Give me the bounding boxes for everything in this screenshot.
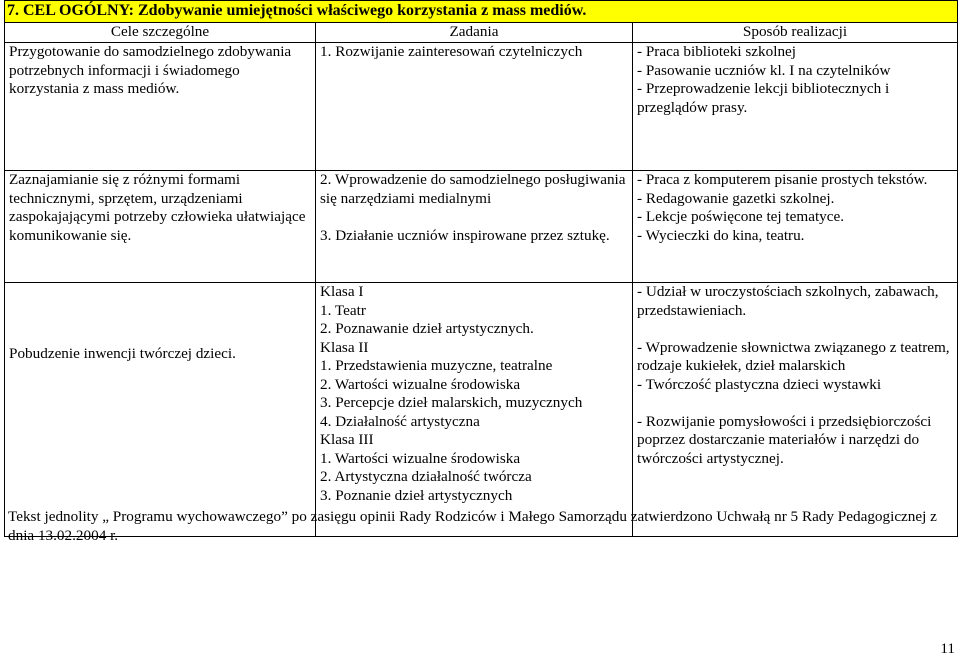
header-goals: Cele szczególne [5,23,316,43]
goals-table [4,0,958,537]
table-row [5,171,958,283]
tasks-cell: 2. Wprowadzenie do samodzielnego posługiwania się narzędziami medialnymi 3. Działanie uczniów inspirowane przez sztukę. [316,171,633,283]
header-row [5,23,958,43]
methods-cell: - Praca z komputerem pisanie prostych tekstów. - Redagowanie gazetki szkolnej. - Lekcje poświęcone tej tematyce. - Wycieczki do kina, teatru. [633,171,958,283]
goal-cell: Przygotowanie do samodzielnego zdobywania potrzebnych informacji i świadomego korzystania z mass mediów. [5,43,316,171]
methods-cell: - Praca biblioteki szkolnej - Pasowanie uczniów kl. I na czytelników - Przeprowadzenie lekcji bibliotecznych i przeglądów prasy. [633,43,958,171]
page-number: 11 [940,640,955,657]
footer-note: Tekst jednolity „ Programu wychowawczego” po zasięgu opinii Rady Rodziców i Małego Samorządu zatwierdzono Uchwałą nr 5 Rady Pedagogicznej z dnia 13.02.2004 r. [8,508,937,544]
methods-cell: - Udział w uroczystościach szkolnych, zabawach, przedstawieniach. - Wprowadzenie słownictwa związanego z teatrem, rodzaje kukiełek, dzieł malarskich - Twórczość plastyczna dzieci wystawki - Rozwijanie pomysłowości i przedsiębiorczości poprzez dostarczanie materiałów i narzędzi do twórczości artystycznej. [633,283,958,537]
title-row [5,1,958,23]
goal-cell: Pobudzenie inwencji twórczej dzieci. [5,283,316,537]
header-tasks: Zadania [316,23,633,43]
table-row [5,43,958,171]
goal-cell: Zaznajamianie się z różnymi formami technicznymi, sprzętem, urządzeniami zaspokajającymi potrzeby człowieka ułatwiające komunikowanie się. [5,171,316,283]
tasks-cell: 1. Rozwijanie zainteresowań czytelniczych [316,43,633,171]
section-title: 7. CEL OGÓLNY: Zdobywanie umiejętności właściwego korzystania z mass mediów. [5,1,958,23]
tasks-cell: Klasa I 1. Teatr 2. Poznawanie dzieł artystycznych. Klasa II 1. Przedstawienia muzyczne, teatralne 2. Wartości wizualne środowiska 3. Percepcje dzieł malarskich, muzycznych 4. Działalność artystyczna Klasa III 1. Wartości wizualne środowiska 2. Artystyczna działalność twórcza 3. Poznanie dzieł artystycznych [316,283,633,537]
header-methods: Sposób realizacji [633,23,958,43]
table-row [5,283,958,537]
